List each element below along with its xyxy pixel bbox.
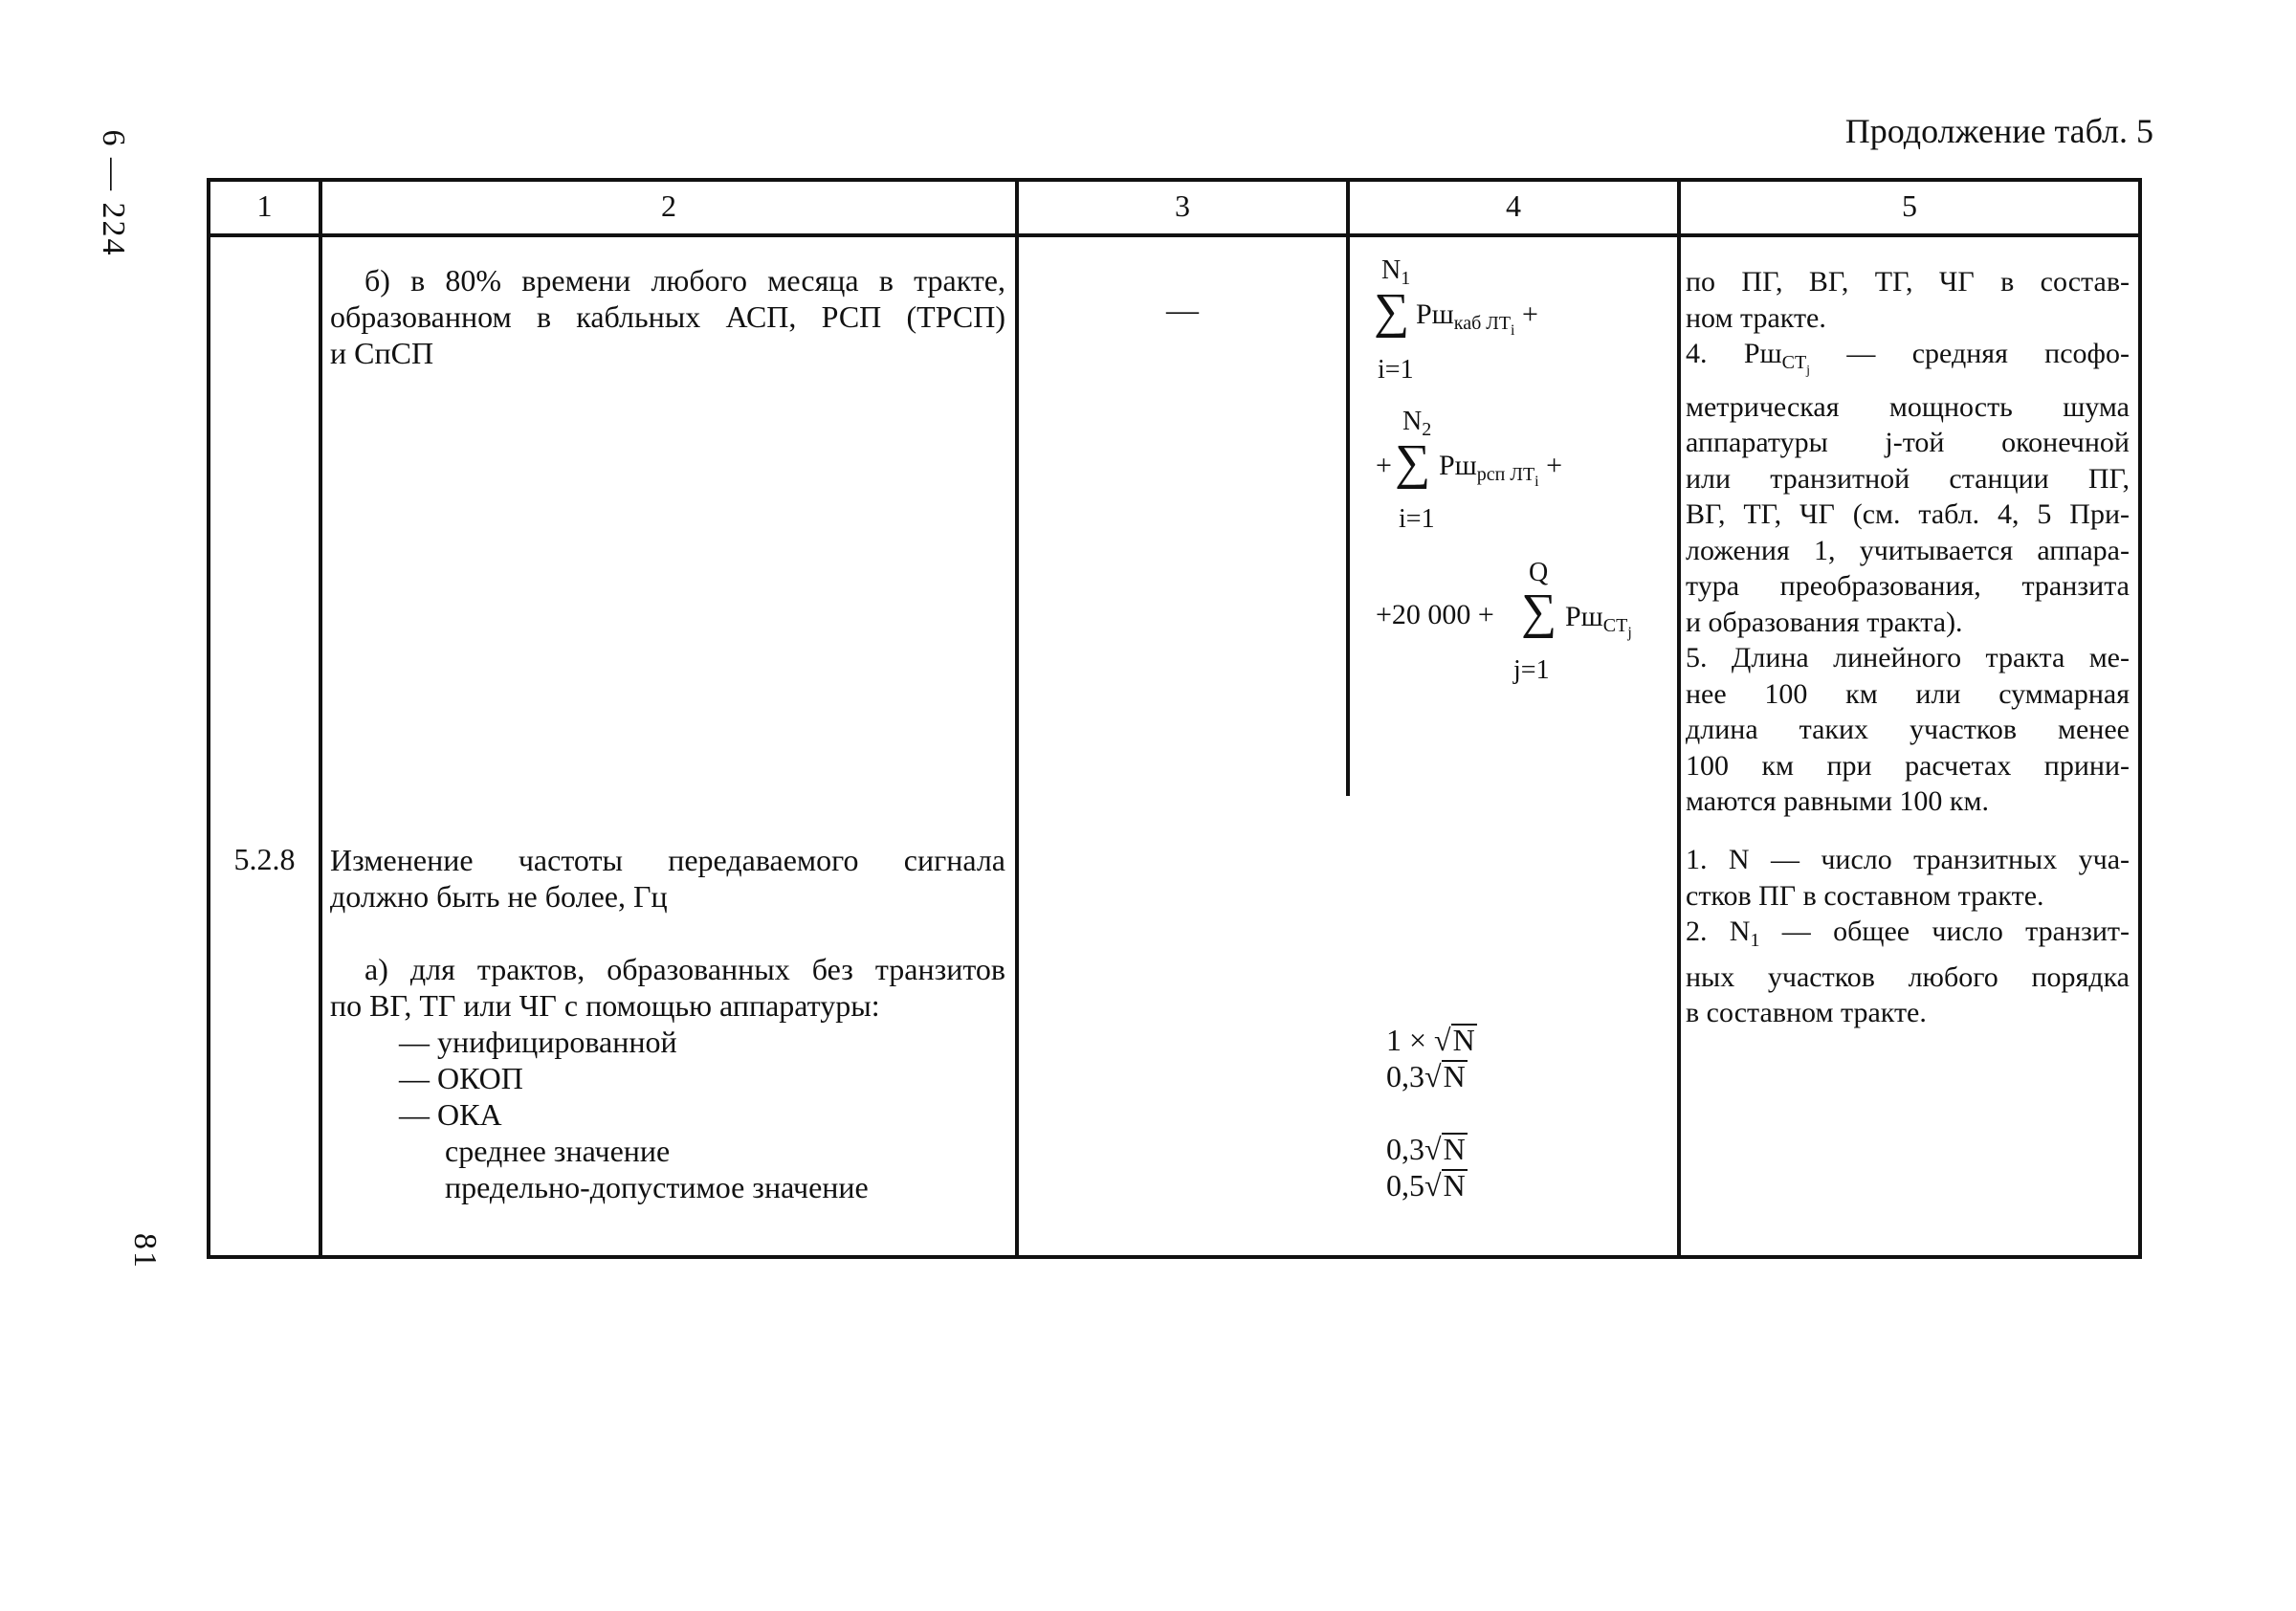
- sum1-sigma: ∑: [1374, 284, 1410, 339]
- row1-col5-line-14: 100 км при расчетах прини-: [1686, 749, 2130, 782]
- row2-col2-line-6: — ОКОП: [399, 1061, 523, 1095]
- row2-col2-line-2: должно быть не более, Гц: [330, 879, 668, 914]
- row1-col2-line-2: образованном в кабльных АСП, РСП (ТРСП): [330, 299, 1005, 334]
- margin-page-number: 81: [127, 1233, 163, 1269]
- row2-col5-line-4: ных участков любого порядка: [1686, 960, 2130, 993]
- sum2-sigma: ∑: [1395, 435, 1431, 490]
- col-divider-1-2: [319, 178, 322, 1259]
- table-top-border: [207, 178, 2142, 182]
- sum1-term: $Pш_{каб ЛТ_i}$ +: [1416, 298, 1538, 339]
- sum2-prefix: +: [1376, 450, 1392, 481]
- row1-col5-line-6: или транзитной станции ПГ,: [1686, 462, 2130, 495]
- row2-col5-line-5: в составном тракте.: [1686, 997, 1927, 1028]
- header-col-3: 3: [1175, 188, 1190, 223]
- row2-col2-line-3: а) для трактов, образованных без транзитов: [364, 952, 1005, 986]
- sum1-upper-limit: $N_1$: [1381, 255, 1411, 289]
- sum3-sigma: ∑: [1521, 585, 1557, 639]
- row1-col5-line-12: нее 100 км или суммарная: [1686, 677, 2130, 710]
- row2-col2-line-7: — ОКА: [399, 1097, 502, 1132]
- row1-col5-line-10: и образования тракта).: [1686, 606, 1963, 638]
- sum2-lower-limit: i=1: [1399, 504, 1435, 534]
- sqrt-value-unified: 1 × √N: [1386, 1023, 1475, 1057]
- row2-col5-line-2: стков ПГ в составном тракте.: [1686, 879, 2044, 912]
- row2-col1-clause: 5.2.8: [233, 842, 296, 876]
- row1-col2-line-3: и СпСП: [330, 336, 434, 370]
- col-divider-3-4-row1: [1346, 235, 1350, 796]
- table-right-border: [2138, 178, 2142, 1259]
- col-divider-2-3: [1015, 178, 1019, 1259]
- row1-col5-line-2: ном тракте.: [1686, 301, 1826, 334]
- sum3-upper-limit: Q: [1529, 558, 1549, 587]
- row1-col3-dash: —: [1166, 293, 1199, 328]
- row2-col2-line-9: предельно-допустимое значение: [445, 1170, 869, 1204]
- row1-col2-text: [330, 262, 1005, 371]
- row1-col2-line-1: б) в 80% времени любого месяца в тракте,: [364, 263, 1005, 298]
- row1-col5-line-1: по ПГ, ВГ, ТГ, ЧГ в состав-: [1686, 266, 2130, 298]
- margin-sheet-number: 6 — 224: [96, 129, 131, 257]
- row1-col5-line-7: ВГ, ТГ, ЧГ (см. табл. 4, 5 При-: [1686, 498, 2130, 530]
- table-bottom-border: [207, 1255, 2142, 1259]
- col-divider-4-5: [1677, 178, 1681, 1259]
- row1-col5-line-5: аппаратуры j-той оконечной: [1686, 427, 2130, 458]
- sum2-upper-limit: $N_2$: [1402, 407, 1432, 440]
- row2-col2-line-8: среднее значение: [445, 1134, 671, 1168]
- row2-col5-line-3: 2. $N_1$ — общее число транзит-: [1686, 916, 2130, 951]
- sum2-term: $Pш_{рсп ЛТ_i}$ +: [1439, 450, 1563, 490]
- row1-col5-line-8: ложения 1, учитывается аппара-: [1686, 534, 2130, 566]
- sqrt-value-okop: 0,3√N: [1386, 1059, 1466, 1093]
- row1-col5-line-11: 5. Длина линейного тракта ме-: [1686, 642, 2130, 673]
- header-col-5: 5: [1902, 188, 1917, 223]
- sqrt-value-oka-limit: 0,5√N: [1386, 1168, 1466, 1203]
- row1-col5-line-4: метрическая мощность шума: [1686, 390, 2130, 423]
- row2-col2-line-5: — унифицированной: [399, 1025, 677, 1059]
- header-col-2: 2: [661, 188, 676, 223]
- page-caption: Продолжение табл. 5: [1844, 112, 2153, 150]
- row1-col5-line-9: тура преобразования, транзита: [1686, 570, 2130, 602]
- row2-col2-text: [330, 842, 1005, 1205]
- sum3-term: $Pш_{СТ_j}$: [1565, 601, 1632, 641]
- row2-col2-line-4: по ВГ, ТГ или ЧГ с помощью аппаратуры:: [330, 988, 880, 1023]
- sum3-prefix: +20 000 +: [1376, 599, 1494, 630]
- row2-col2-line-1: Изменение частоты передаваемого сигнала: [330, 843, 1005, 877]
- sqrt-value-oka-mean: 0,3√N: [1386, 1132, 1466, 1166]
- sum3-lower-limit: j=1: [1513, 655, 1550, 685]
- header-col-1: 1: [256, 188, 273, 223]
- row2-col5-line-1: 1. N — число транзитных уча-: [1686, 844, 2130, 875]
- header-col-4: 4: [1506, 188, 1521, 223]
- row1-col5-line-13: длина таких участков менее: [1686, 714, 2130, 745]
- row1-col5-text: [1686, 264, 2130, 820]
- table-left-border: [207, 178, 210, 1259]
- row1-col5-line-3: 4. $Pш_{СТ_j}$ — средняя псофо-: [1686, 338, 2130, 378]
- sum1-lower-limit: i=1: [1378, 355, 1414, 385]
- row2-col5-text: [1686, 842, 2130, 1031]
- row1-col5-line-15: маются равными 100 км.: [1686, 785, 1989, 817]
- row2-col4-values: [1350, 1022, 1677, 1203]
- table-header-border: [207, 233, 2142, 237]
